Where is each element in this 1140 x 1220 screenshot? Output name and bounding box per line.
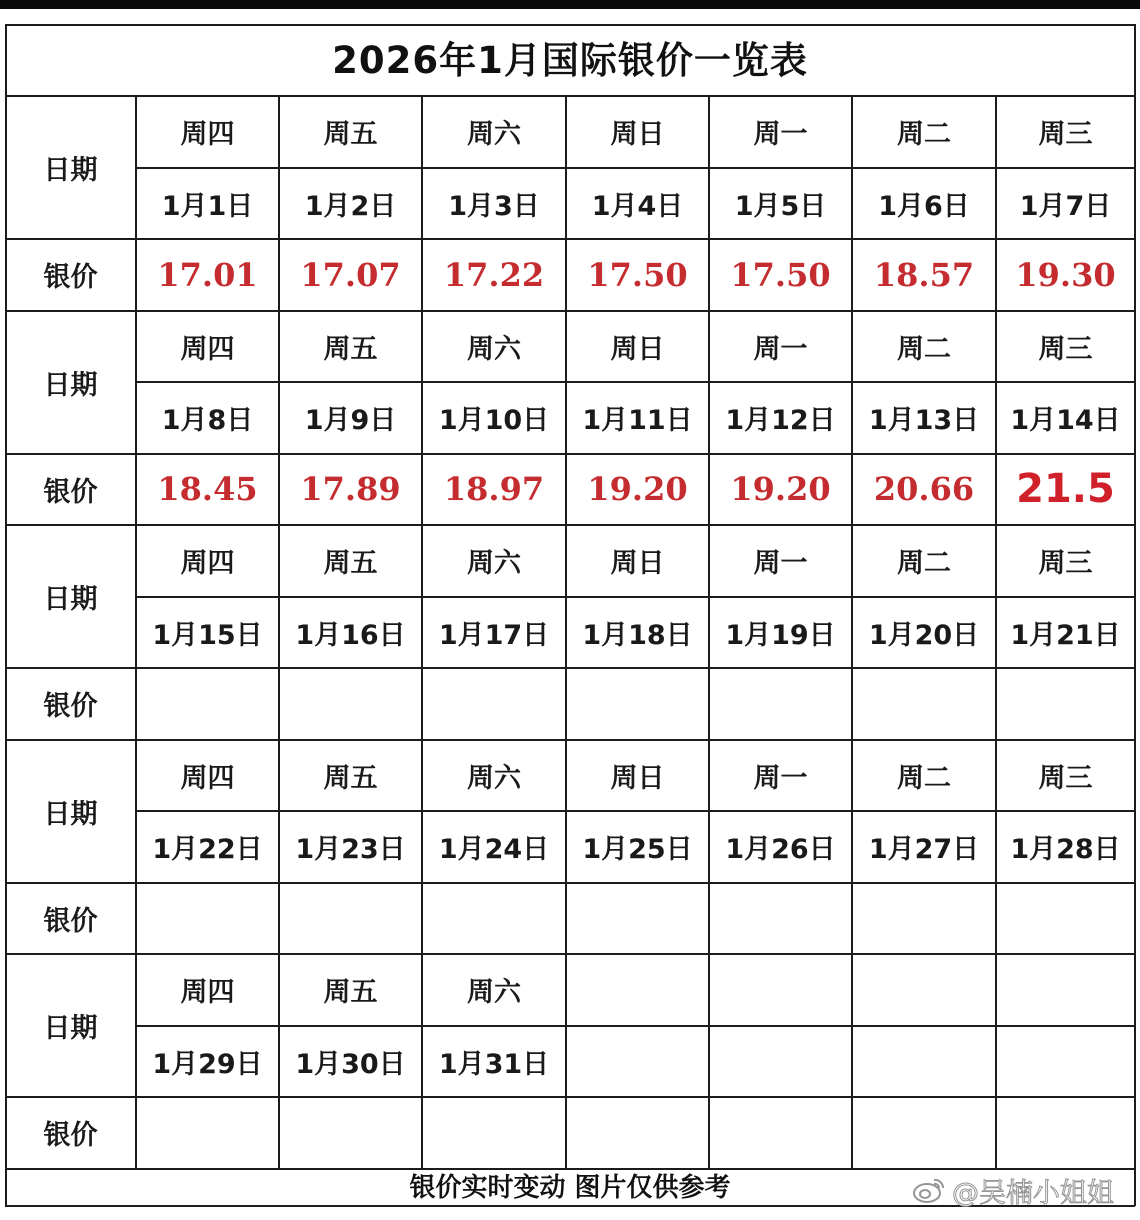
price-cell: 17.50 [730,255,831,294]
weekday-cell: 周四 [180,977,235,1009]
weekday-cell: 周二 [897,548,951,580]
price-cell: 18.45 [157,470,258,509]
date-row-label: 日期 [43,584,98,615]
weekday-cell: 周一 [753,762,808,794]
date-cell: 1月24日 [438,834,550,866]
weekday-cell: 周六 [467,977,521,1009]
date-cell: 1月30日 [295,1048,406,1080]
weekday-cell: 周五 [323,119,378,151]
weekday-cell: 周日 [610,762,665,794]
date-cell: 1月8日 [161,405,254,437]
page-title: 2026年1月国际银价一览表 [332,39,808,82]
footer-note: 银价实时变动 图片仅供参考 [409,1173,731,1203]
date-cell: 1月27日 [868,834,980,866]
price-cell: 19.20 [587,470,688,509]
weekday-cell: 周日 [610,548,665,580]
weekday-cell: 周三 [1038,333,1093,365]
weekday-cell: 周五 [323,548,378,580]
price-cell: 17.89 [300,470,401,509]
date-cell: 1月19日 [725,619,836,651]
weekday-cell: 周四 [180,762,235,794]
date-cell: 1月5日 [734,190,827,222]
price-row-label: 银价 [43,905,98,937]
weekday-cell: 周五 [323,977,378,1009]
date-cell: 1月26日 [725,834,836,866]
date-row-label: 日期 [43,1013,98,1044]
top-border-bar [0,0,1140,9]
weekday-cell: 周五 [323,333,378,365]
date-cell: 1月13日 [868,405,980,437]
weekday-cell: 周三 [1038,548,1093,580]
date-cell: 1月9日 [304,405,397,437]
date-row-label: 日期 [43,798,98,830]
weekday-cell: 周三 [1038,762,1093,794]
price-cell: 19.30 [1015,255,1116,294]
price-row-label: 银价 [43,262,98,294]
price-row-label: 银价 [43,1120,98,1152]
date-row-label: 日期 [43,155,98,186]
date-cell: 1月22日 [152,834,263,866]
date-cell: 1月20日 [868,619,980,651]
date-cell: 1月31日 [438,1048,550,1080]
price-cell: 17.22 [443,255,545,294]
date-cell: 1月14日 [1010,405,1121,437]
date-cell: 1月17日 [438,619,550,651]
date-cell: 1月6日 [878,190,970,222]
price-cell: 21.5 [1016,466,1115,513]
date-cell: 1月18日 [582,619,693,651]
date-cell: 1月12日 [725,405,836,437]
date-cell: 1月4日 [591,190,684,222]
weekday-cell: 周四 [180,548,235,580]
price-cell: 17.07 [300,255,401,294]
table-top-border [5,24,1135,26]
date-cell: 1月1日 [161,190,254,222]
price-cell: 20.66 [873,470,975,509]
weekday-cell: 周六 [467,548,521,580]
price-cell: 18.57 [873,255,975,294]
watermark [912,1172,1114,1208]
weekday-cell: 周六 [467,762,521,794]
weekday-cell: 周一 [753,333,808,365]
date-cell: 1月25日 [582,834,693,866]
date-cell: 1月23日 [295,834,406,866]
weekday-cell: 周四 [180,333,235,365]
date-cell: 1月29日 [152,1048,263,1080]
date-cell: 1月21日 [1010,619,1121,651]
weekday-cell: 周六 [467,333,521,365]
weibo-icon [912,1176,946,1204]
price-cell: 17.50 [587,255,688,294]
weekday-cell: 周一 [753,119,808,151]
weekday-cell: 周日 [610,333,665,365]
price-cell: 17.01 [157,255,258,294]
date-cell: 1月15日 [152,619,263,651]
date-cell: 1月16日 [295,619,406,651]
weekday-cell: 周三 [1038,119,1093,151]
weekday-cell: 周一 [753,548,808,580]
date-row-label: 日期 [43,369,98,401]
date-cell: 1月10日 [438,405,550,437]
weekday-cell: 周六 [467,119,521,151]
weekday-cell: 周日 [610,119,665,151]
date-cell: 1月3日 [448,190,540,222]
price-cell: 19.20 [730,470,831,509]
date-cell: 1月11日 [582,405,693,437]
weekday-cell: 周二 [897,762,951,794]
price-row-label: 银价 [43,691,98,723]
price-cell: 18.97 [443,470,545,509]
weekday-cell: 周四 [180,119,235,151]
date-cell: 1月7日 [1019,190,1112,222]
date-cell: 1月28日 [1010,834,1121,866]
watermark-handle: @吴楠小姐姐 [952,1177,1114,1209]
weekday-cell: 周二 [897,119,951,151]
price-row-label: 银价 [43,476,98,508]
date-cell: 1月2日 [304,190,397,222]
weekday-cell: 周二 [897,333,951,365]
weekday-cell: 周五 [323,762,378,794]
